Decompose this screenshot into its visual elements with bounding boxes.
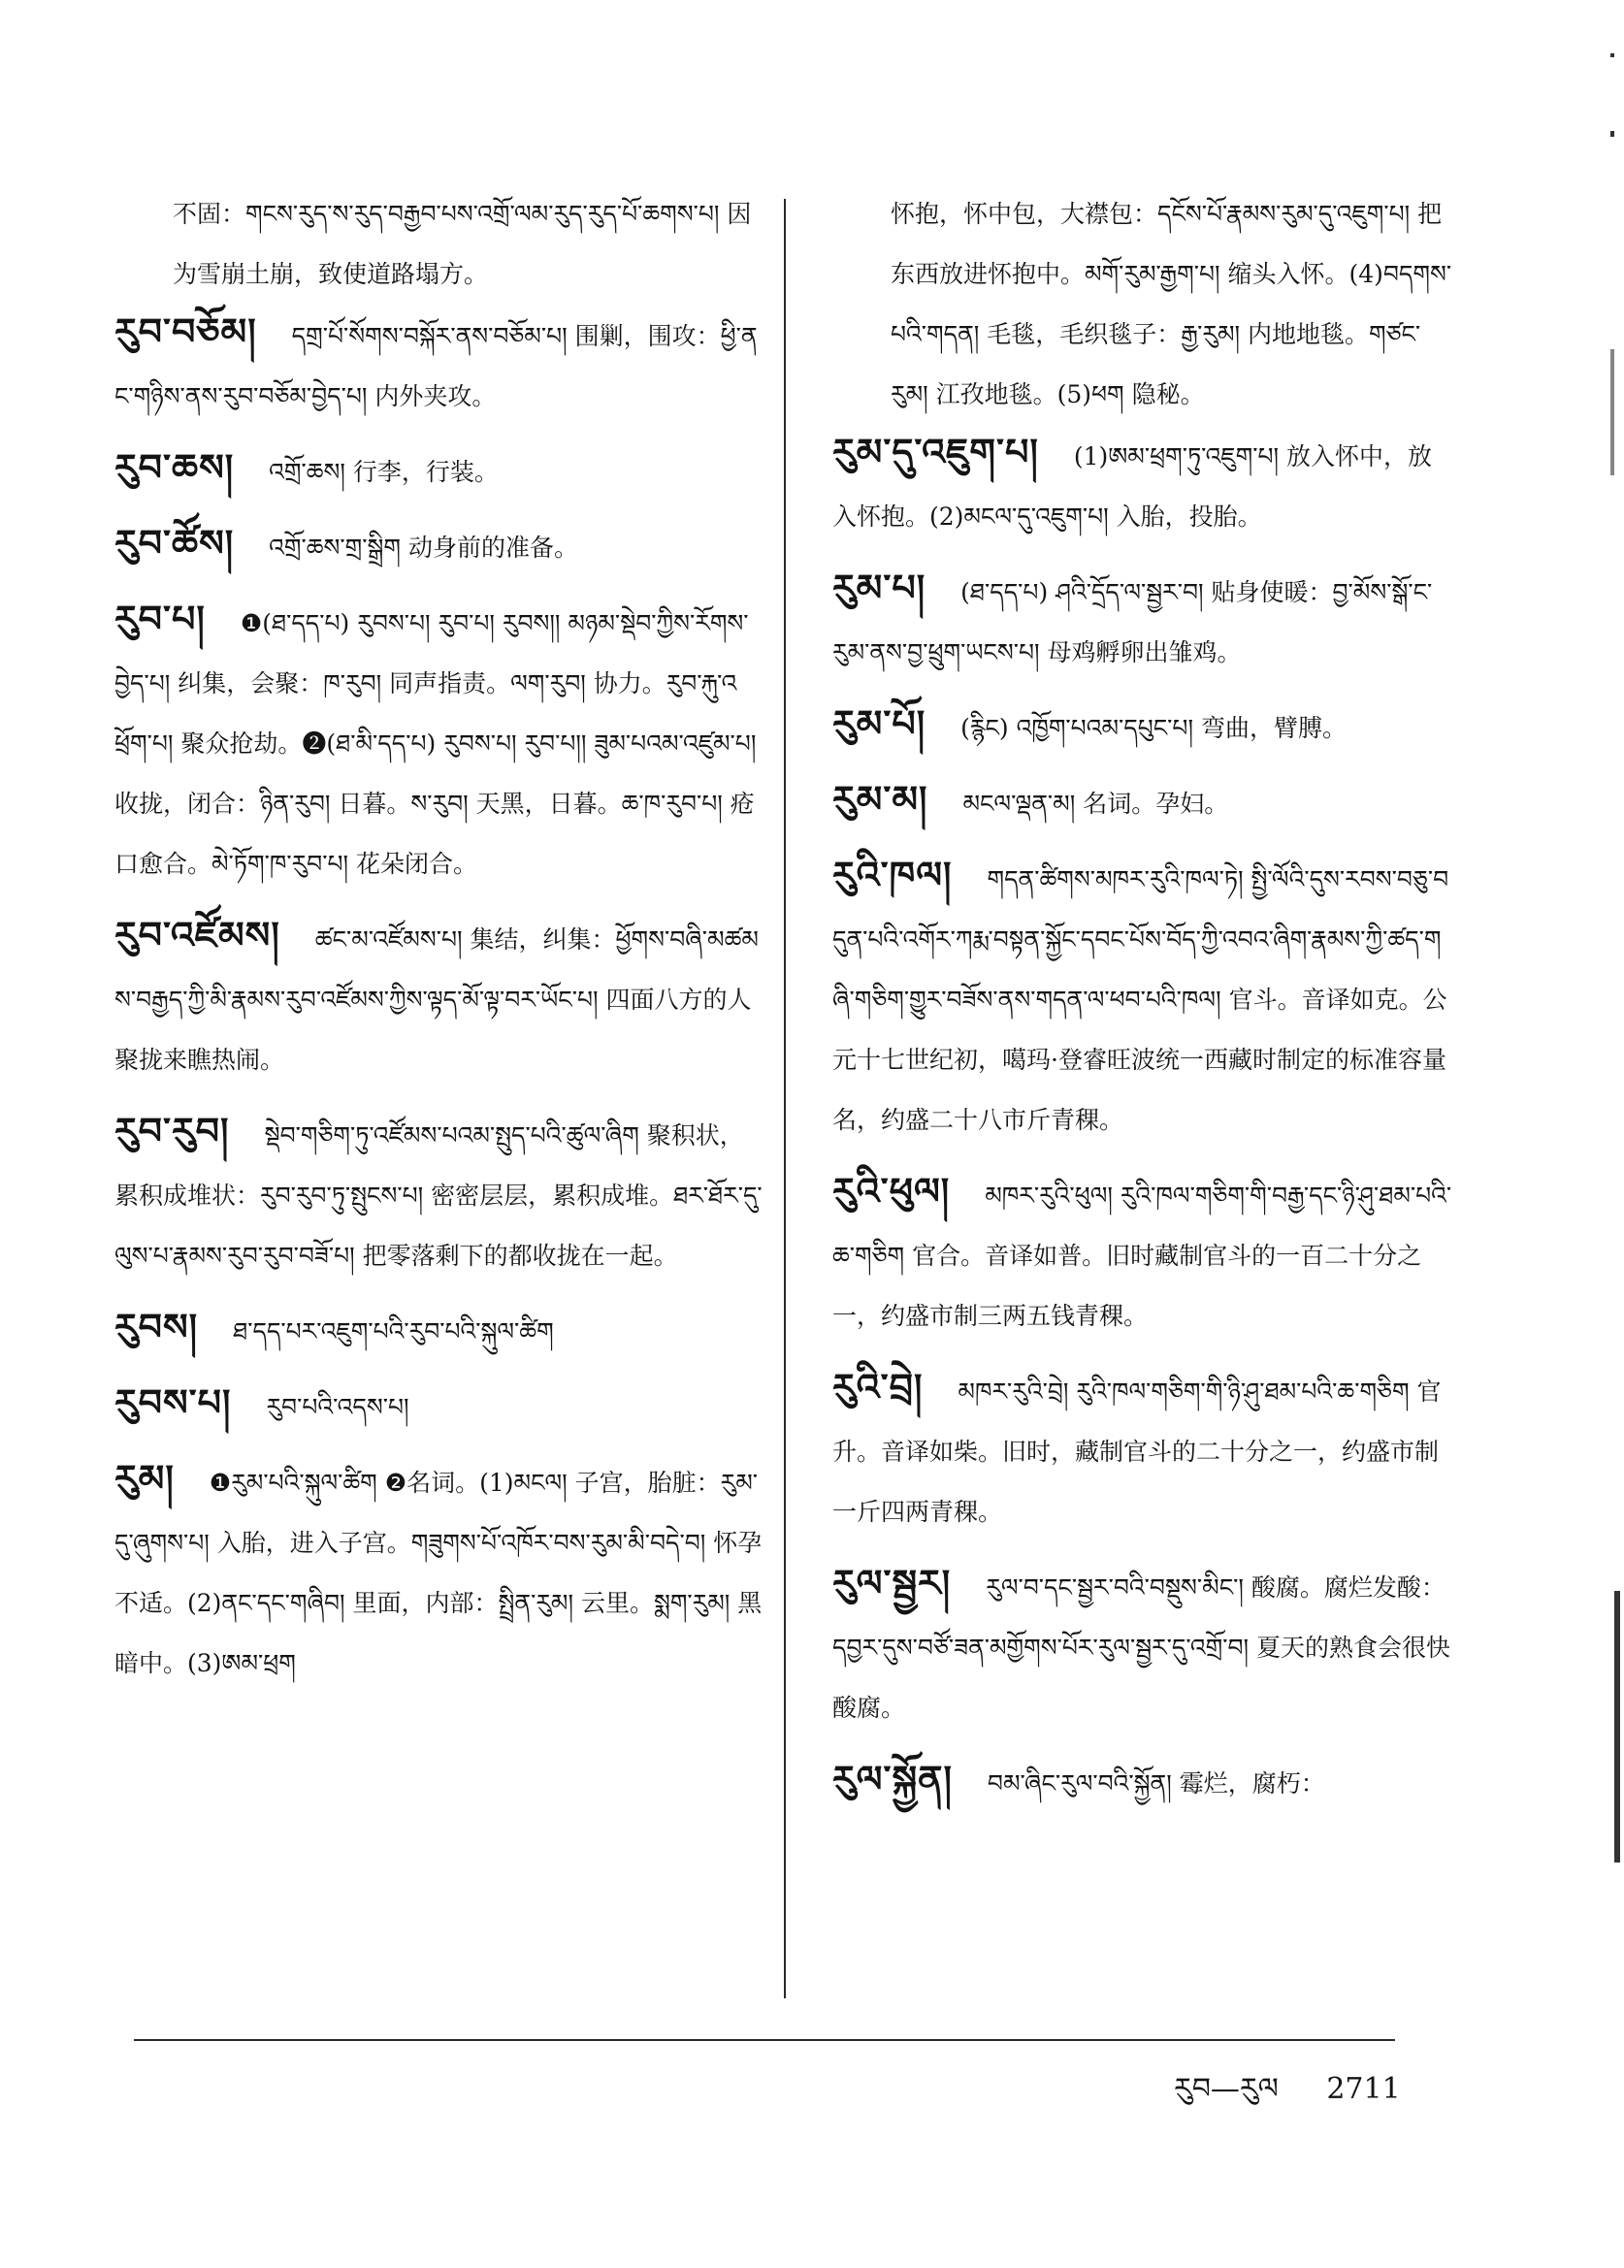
- scan-mark: [1614, 1591, 1620, 1863]
- column-divider: [784, 199, 786, 1998]
- entry-definition: ❶རུམ་པའི་སྐུལ་ཚིག ❷名词。(1)མངལ། 子宫，胎脏：རུམ་དུ་ཞུགས་པ། 入胎，进入子宫。གཟུགས་པོ་འཁོར་བས་རུམ་མི་བདེ་བ། 怀孕不适。(2)ནང་དང་གཞིབ། 里面，内部：སྤྲིན་རུམ། 云里。སྨག་རུམ། 黑暗中。(3)ཨམ་ཕྲག: [114, 1469, 763, 1677]
- entry-headword: རུབ་ཚོས།: [114, 522, 235, 565]
- dictionary-entry: [114, 908, 763, 1090]
- entry-definition: (1)ཨམ་ཕྲག་ཏུ་འཇུག་པ། 放入怀中，放入怀抱。(2)མངལ་དུ་འཇུག་པ། 入胎，投胎。: [832, 442, 1433, 531]
- entry-headword: རུབ་བཅོམ།: [114, 310, 257, 353]
- entry-definition: རུབ་པའི་འདས་པ།: [266, 1393, 409, 1421]
- entry-headword: རུལ་སྐྱོན།: [832, 1758, 953, 1800]
- page-footer: [1174, 2057, 1440, 2138]
- entry-headword: རུམ་མ།: [832, 778, 928, 821]
- scan-mark: [1610, 131, 1614, 137]
- dictionary-entry: [114, 1104, 763, 1286]
- dictionary-entry: [114, 1376, 763, 1438]
- entry-definition: མངལ་ལྡན་མ། 名词。孕妇。: [962, 790, 1229, 818]
- entry-headword: རུབས།: [114, 1306, 199, 1348]
- entry-headword: རུམ་པོ།: [832, 702, 926, 745]
- scan-mark: [1610, 349, 1614, 475]
- dictionary-entry: [832, 1556, 1453, 1738]
- entry-headword: རུབ་ཆས།: [114, 446, 235, 489]
- entry-definition: ❶(ཐ་དད་པ) རུབས་པ། རུབ་པ། རུབས།། མཉམ་སྡེབ་ཀྱིས་རོགས་བྱེད་པ། 纠集，会聚：ཁ་རུབ། 同声指责。ལག་རུབ། 协力。རུབ་རྐུ་འཕྲོག་པ། 聚众抢劫。❷(ཐ་མི་དད་པ) རུབས་པ། རུབ་པ།། ཟུམ་པའམ་འཛུམ་པ། 收拢，闭合：ཉིན་རུབ། 日暮。ས་རུབ། 天黑，日暮。ཆ་ཁ་རུབ་པ། 疮口愈合。མེ་ཏོག་ཁ་རུབ་པ། 花朵闭合。: [114, 609, 757, 878]
- entry-headword: རུམ་པ།: [832, 567, 926, 609]
- entry-headword: རུམ།: [114, 1457, 175, 1500]
- entry-definition: དགྲ་པོ་སོགས་བསྐོར་ནས་བཅོམ་པ། 围剿，围攻：ཕྱི་ནང་གཉིས་ནས་རུབ་བཅོམ་བྱེད་པ། 内外夹攻。: [114, 322, 758, 410]
- entry-definition: (རྙིང) འཁྱོག་པའམ་དཔུང་པ། 弯曲，臂膊。: [960, 714, 1347, 742]
- entry-headword: རུབ་འཛོམས།: [114, 914, 280, 956]
- entry-definition: གདན་ཚིགས་མཁར་རུའི་ཁལ་ཏེ། སྤྱི་ལོའི་དུས་རབས་བཅུ་བདུན་པའི་འགོར་ཀརྨ་བསྟན་སྐྱོང་དབང་པོས་བོད་ཀྱི་འབའ་ཞིག་རྣམས་ཀྱི་ཚད་གཞི་གཅིག་གྱུར་བཟོས་ནས་གདན་ལ་ཕབ་པའི་ཁལ། 官斗。音译如克。公元十七世纪初，噶玛·登睿旺波统一西藏时制定的标准容量名，约盛二十八市斤青稞。: [832, 865, 1449, 1134]
- entry-definition: འགྲོ་ཆས་གྲ་སྒྲིག 动身前的准备。: [269, 534, 578, 562]
- dictionary-entry: [114, 592, 763, 894]
- entry-headword: རུའི་ཁལ།: [832, 854, 953, 896]
- entry-headword: རུའི་བྲེ།: [832, 1366, 924, 1409]
- entry-headword: རུལ་སྦྱར།: [832, 1562, 952, 1604]
- continued-text: 不固：གངས་རུད་ས་རུད་བརྒྱབ་པས་འགྲོ་ལམ་རུད་རུད་པོ་ཆགས་པ། 因为雪崩土崩，致使道路塌方。: [173, 200, 752, 288]
- dictionary-entry: [832, 1360, 1453, 1542]
- dictionary-entry: [832, 1164, 1453, 1346]
- entry-definition: མཁར་རུའི་ཕུལ། རུའི་ཁལ་གཅིག་གི་བརྒྱ་དང་ཉི་ཤུ་ཐམ་པའི་ཆ་གཅིག 官合。音译如普。旧时藏制官斗的一百二十分之一，约盛市制三两五钱青稞。: [832, 1182, 1452, 1330]
- dictionary-entry: [832, 772, 1453, 834]
- headword-range: རུབ—རུལ: [1174, 2072, 1279, 2106]
- dictionary-entry: [832, 561, 1453, 683]
- entry-definition: རུལ་བ་དང་སྦྱར་བའི་བསྡུས་མིང་། 酸腐。腐烂发酸：དབྱར་དུས་བཙོ་ཟན་མགྱོགས་པོར་རུལ་སྦྱར་དུ་འགྲོ་བ། 夏天的熟食会很快酸腐。: [832, 1573, 1450, 1722]
- dictionary-entry: [832, 1752, 1453, 1814]
- entry-definition: ཐ་དད་པར་འཇུག་པའི་རུབ་པའི་སྐུལ་ཚིག: [233, 1317, 554, 1345]
- dictionary-entry: [114, 440, 763, 502]
- dictionary-entry: [114, 1451, 763, 1694]
- entry-definition: བམ་ཞིང་རུལ་བའི་སྐྱོན། 霉烂，腐朽：: [987, 1769, 1325, 1798]
- continued-text: 怀抱，怀中包，大襟包：དངོས་པོ་རྣམས་རུམ་དུ་འཇུག་པ། 把东西放进怀抱中。མགོ་རུམ་རྒྱག་པ། 缩头入怀。(4)བདགས་པའི་གདན། 毛毯，毛织毯子：རྒྱ་རུམ། 内地地毯。གཙང་རུམ། 江孜地毯。(5)ཕག 隐秘。: [891, 200, 1452, 408]
- entry-definition: མཁར་རུའི་བྲེ། རུའི་ཁལ་གཅིག་གི་ཉི་ཤུ་ཐམ་པའི་ཆ་གཅིག 官升。音译如柴。旧时，藏制官斗的二十分之一，约盛市制一斤四两青稞。: [832, 1377, 1442, 1526]
- scan-mark: [1610, 53, 1614, 57]
- entry-headword: རུའི་ཕུལ།: [832, 1170, 951, 1213]
- footer-rule: [134, 2039, 1395, 2041]
- right-column: [832, 184, 1453, 1828]
- entry-headword: རུབ་པ།: [114, 598, 206, 640]
- entry-headword: རུམ་དུ་འཇུག་པ།: [832, 431, 1039, 473]
- entry-headword: རུབ་རུབ།: [114, 1110, 230, 1152]
- page-number: 2711: [1326, 2072, 1401, 2106]
- dictionary-entry: [114, 1300, 763, 1362]
- entry-definition: ཚང་མ་འཛོམས་པ། 集结，纠集：ཕྱོགས་བཞི་མཚམས་བརྒྱད་ཀྱི་མི་རྣམས་རུབ་འཛོམས་ཀྱིས་ལྟད་མོ་ལྟ་བར་ཡོང་པ། 四面八方的人聚拢来瞧热闹。: [114, 925, 759, 1074]
- dictionary-entry: [114, 516, 763, 578]
- entry-headword: རུབས་པ།: [114, 1381, 232, 1424]
- entry-definition: འགྲོ་ཆས། 行李，行装。: [269, 458, 499, 486]
- entry-definition: (ཐ་དད་པ) ཤའི་དྲོད་ལ་སྦྱར་བ། 贴身使暖：བྱ་མོས་སྒོ་ང་རུམ་ནས་བྱ་ཕྲུག་ཡངས་པ། 母鸡孵卵出雏鸡。: [832, 578, 1433, 666]
- dictionary-entry: [832, 425, 1453, 547]
- entry-definition: སྡེབ་གཅིག་ཏུ་འཛོམས་པའམ་སྤུད་པའི་ཚུལ་ཞིག 聚积状，累积成堆状：རུབ་རུབ་ཏུ་སྤུངས་པ། 密密层层，累积成堆。ཐར་ཐོར་དུ་ལུས་པ་རྣམས་རུབ་རུབ་བཟོ་པ། 把零落剩下的都收拢在一起。: [114, 1121, 763, 1270]
- dictionary-entry: [832, 848, 1453, 1150]
- dictionary-entry: [114, 305, 763, 427]
- left-column: [114, 184, 763, 1707]
- dictionary-entry: [832, 697, 1453, 759]
